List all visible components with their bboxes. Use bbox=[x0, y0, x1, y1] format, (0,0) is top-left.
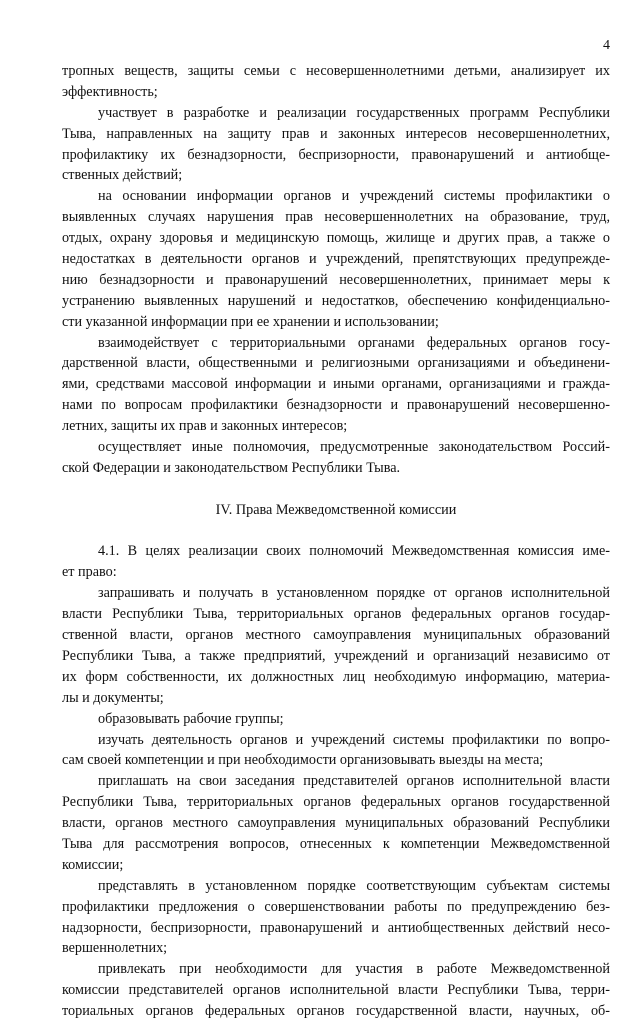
text-line: выявленных случаях нарушения прав несовершеннолетних на образование, труд, bbox=[62, 209, 610, 226]
text-line: образовывать рабочие группы; bbox=[98, 710, 284, 727]
text-line: их форм собственности, их должностных лиц необходимую информацию, материа- bbox=[62, 668, 610, 685]
text-line: власти Республики Тыва, территориальных органов федеральных органов государ- bbox=[62, 606, 610, 623]
document-body bbox=[62, 61, 610, 1022]
text-line: на основании информации органов и учреждений системы профилактики о bbox=[98, 188, 610, 205]
text-line: запрашивать и получать в установленном порядке от органов исполнительной bbox=[98, 585, 610, 602]
text-line: сти указанной информации при ее хранении и использовании; bbox=[62, 313, 439, 330]
text-line: комиссии; bbox=[62, 856, 124, 873]
text-line: ет право: bbox=[62, 564, 117, 581]
text-line: нию безнадзорности и правонарушений несовершеннолетних, принимает меры к bbox=[62, 271, 610, 288]
text-line: власти, органов местного самоуправления муниципальных образований Республики bbox=[62, 815, 610, 832]
text-line: Республики Тыва, территориальных органов федеральных органов государственной bbox=[62, 794, 610, 811]
text-line: ториальных органов федеральных органов государственной власти, научных, об- bbox=[62, 1003, 610, 1020]
text-line: изучать деятельность органов и учреждений системы профилактики по вопро- bbox=[98, 731, 610, 748]
page-number: 4 bbox=[603, 38, 610, 53]
text-line bbox=[62, 479, 610, 500]
text-line: лы и документы; bbox=[62, 689, 164, 706]
text-line: взаимодействует с территориальными органами федеральных органов госу- bbox=[98, 334, 610, 351]
text-line: Республики Тыва, а также предприятий, учреждений и организаций независимо от bbox=[62, 647, 610, 664]
text-line: профилактики предложения о совершенствовании работы по предупреждению без- bbox=[62, 898, 610, 915]
text-line: сам своей компетенции и при необходимости организовывать выезды на места; bbox=[62, 752, 544, 769]
text-line: Тыва для рассмотрения вопросов, отнесенных к компетенции Межведомственной bbox=[62, 835, 610, 852]
text-line: летних, защиты их прав и законных интересов; bbox=[62, 418, 348, 435]
text-line: приглашать на свои заседания представителей органов исполнительной власти bbox=[98, 773, 610, 790]
section-heading: IV. Права Межведомственной комиссии bbox=[215, 501, 457, 518]
text-line bbox=[62, 521, 610, 542]
text-line: ственной власти, органов местного самоуправления муниципальных образований bbox=[62, 627, 610, 644]
text-line: тропных веществ, защиты семьи с несовершеннолетними детьми, анализирует их bbox=[62, 63, 610, 79]
text-line: недостатках в деятельности органов и учреждений, препятствующих предупрежде- bbox=[62, 251, 610, 268]
text-line: привлекать при необходимости для участия в работе Межведомственной bbox=[98, 961, 610, 978]
text-line: ями, средствами массовой информации и иными органами, организациями и гражда- bbox=[62, 376, 610, 393]
text-line: устранению выявленных нарушений и недостатков, обеспечению конфиденциально- bbox=[62, 292, 610, 309]
text-line: нами по вопросам профилактики безнадзорности и правонарушений несовершенно- bbox=[62, 397, 610, 414]
text-line: Тыва, направленных на защиту прав и законных интересов несовершеннолетних, bbox=[62, 125, 610, 142]
text-line: надзорности, беспризорности, правонарушений и антиобщественных действий несо- bbox=[62, 919, 610, 936]
text-line: представлять в установленном порядке соответствующим субъектам системы bbox=[98, 877, 610, 894]
text-line: профилактику их безнадзорности, беспризорности, правонарушений и антиобще- bbox=[62, 146, 610, 163]
text-line: 4.1. В целях реализации своих полномочий Межведомственная комиссия име- bbox=[98, 543, 610, 560]
text-line: вершеннолетних; bbox=[62, 940, 168, 957]
text-line: участвует в разработке и реализации государственных программ Республики bbox=[98, 104, 610, 121]
text-line: осуществляет иные полномочия, предусмотренные законодательством Россий- bbox=[98, 439, 610, 456]
text-line: ской Федерации и законодательством Республики Тыва. bbox=[62, 459, 401, 476]
text-line: ственных действий; bbox=[62, 167, 183, 184]
text-line: отдых, охрану здоровья и медицинскую помощь, жилище и других прав, а также о bbox=[62, 230, 610, 247]
text-line: эффективность; bbox=[62, 83, 158, 100]
text-line: комиссии представителей органов исполнительной власти Республики Тыва, терри- bbox=[62, 982, 610, 999]
text-line: дарственной власти, общественными и религиозными организациями и объединени- bbox=[62, 355, 610, 372]
